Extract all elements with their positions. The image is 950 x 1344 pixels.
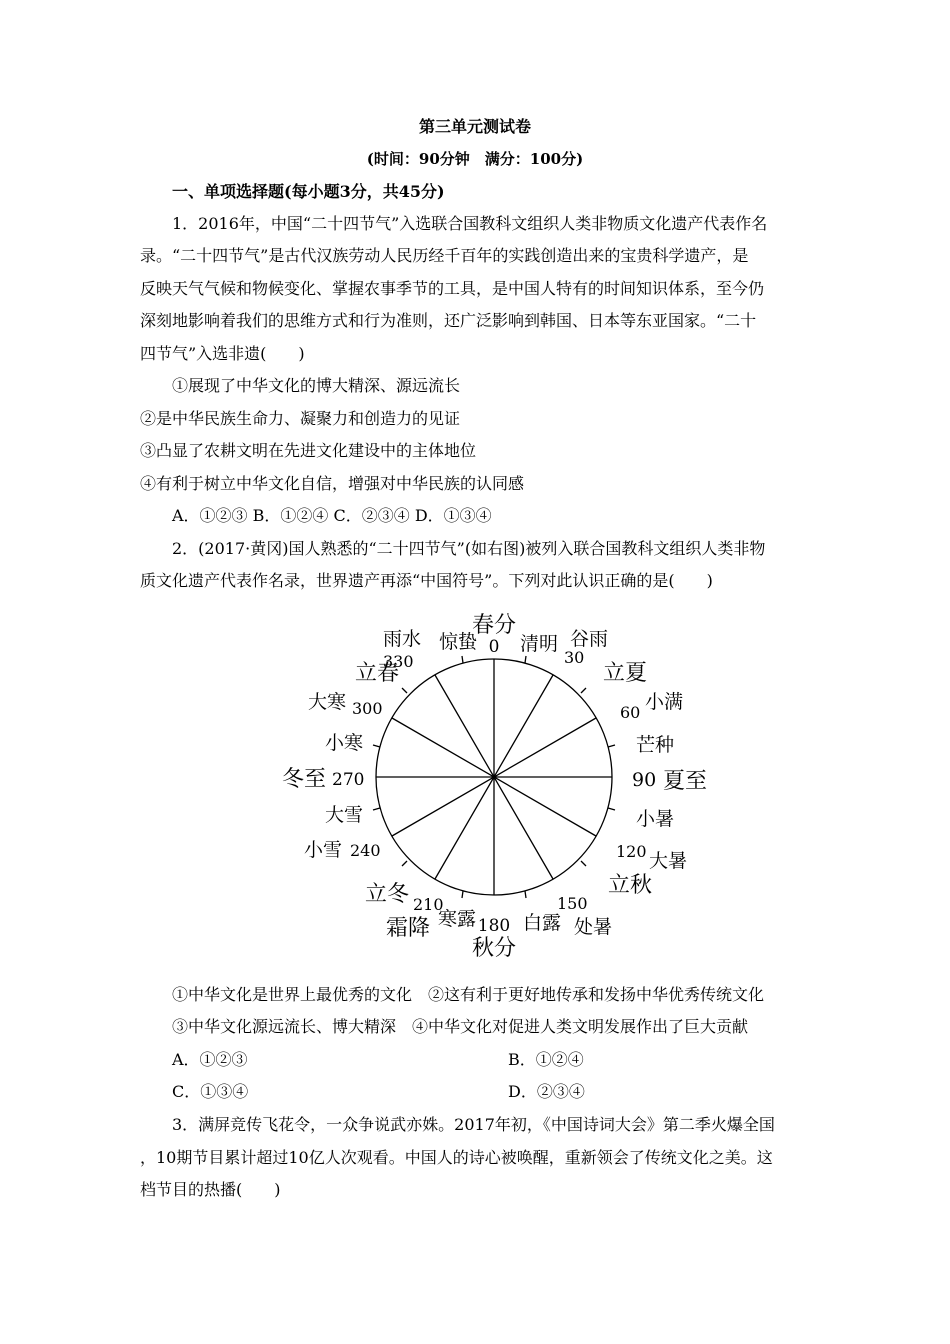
degree-240: 240 <box>350 841 381 860</box>
q2-line-1: 2．(2017·黄冈)国人熟悉的“二十四节气”(如右图)被列入联合国教科文组织人类非物 <box>172 539 766 558</box>
q2-item-1: ①中华文化是世界上最优秀的文化 ②这有利于更好地传承和发扬中华优秀传统文化 <box>172 985 765 1004</box>
page-title: 第三单元测试卷 <box>418 117 531 136</box>
degree-60: 60 <box>620 703 641 722</box>
degree-330: 330 <box>383 652 414 671</box>
q2-option-b: B．①②④ <box>508 1050 584 1069</box>
label-shuangjiang: 霜降 <box>386 916 431 941</box>
degree-210: 210 <box>413 895 444 914</box>
label-mangzhong: 芒种 <box>636 734 675 756</box>
q3-line-2: ，10期节目累计超过10亿人次观看。中国人的诗心被唤醒，重新领会了传统文化之美。这 <box>140 1148 773 1167</box>
q1-line-2: 录。“二十四节气”是古代汉族劳动人民历经千百年的实践创造出来的宝贵科学遗产，是 <box>140 246 749 265</box>
degree-90: 90 <box>632 769 657 791</box>
q1-line-3: 反映天气气候和物候变化、掌握农事季节的工具，是中国人特有的时间知识体系，至今仍 <box>140 279 765 298</box>
label-chushu: 处暑 <box>574 916 613 938</box>
label-bailu: 白露 <box>523 912 562 934</box>
q1-line-4: 深刻地影响着我们的思维方式和行为准则，还广泛影响到韩国、日本等东亚国家。“二十 <box>140 311 757 330</box>
label-qiufen: 秋分 <box>471 936 517 961</box>
label-liqiu: 立秋 <box>608 873 653 898</box>
degree-270: 270 <box>332 770 365 790</box>
q1-line-1: 1．2016年，中国“二十四节气”入选联合国教科文组织人类非物质文化遗产代表作名 <box>172 214 768 233</box>
q1-item-3: ③凸显了农耕文明在先进文化建设中的主体地位 <box>140 441 477 460</box>
q2-item-2: ③中华文化源远流长、博大精深 ④中华文化对促进人类文明发展作出了巨大贡献 <box>172 1017 749 1036</box>
label-lixia: 立夏 <box>603 661 648 686</box>
label-jingzhe: 惊蛰 <box>439 631 478 653</box>
label-xiaohan: 小寒 <box>325 732 364 754</box>
q3-line-3: 档节目的热播( ) <box>140 1180 281 1199</box>
label-xiazhi: 夏至 <box>663 769 708 794</box>
degree-150: 150 <box>557 894 588 913</box>
label-lidong: 立冬 <box>365 882 410 907</box>
label-daxue: 大雪 <box>325 804 364 826</box>
tick-liqiu <box>581 861 586 866</box>
q3-line-1: 3．满屏竞传飞花令，一众争说武亦姝。2017年初，《中国诗词大会》第二季火爆全国 <box>172 1115 775 1134</box>
q1-options: A．①②③ B．①②④ C．②③④ D．①③④ <box>172 506 492 525</box>
tick-lichun <box>402 688 407 693</box>
tick-lixia <box>581 688 586 693</box>
q2-option-a: A．①②③ <box>172 1050 248 1069</box>
degree-0: 0 <box>488 637 500 657</box>
degree-30: 30 <box>564 648 585 667</box>
label-xiaoshu: 小暑 <box>636 808 675 830</box>
q2-option-c: C．①③④ <box>172 1082 249 1101</box>
label-dashu: 大暑 <box>649 850 688 872</box>
q1-item-2: ②是中华民族生命力、凝聚力和创造力的见证 <box>140 409 461 428</box>
label-qingming: 清明 <box>520 633 559 655</box>
q1-item-1: ①展现了中华文化的博大精深、源远流长 <box>172 376 461 395</box>
tick-hanlu <box>462 891 463 898</box>
label-hanlu: 寒露 <box>438 908 477 930</box>
q2-option-d: D．②③④ <box>508 1082 585 1101</box>
tick-xiaohan <box>373 745 380 747</box>
label-guyu: 谷雨 <box>570 628 609 650</box>
q2-line-2: 质文化遗产代表作名录，世界遗产再添“中国符号”。下列对此认识正确的是( ) <box>140 571 713 590</box>
tick-daxue <box>373 808 380 810</box>
label-dongzhi: 冬至 <box>282 767 327 792</box>
tick-mangzhong <box>608 745 615 747</box>
degree-180: 180 <box>477 916 511 936</box>
tick-qingming <box>525 656 526 663</box>
label-yushui: 雨水 <box>383 628 422 650</box>
solar-terms-diagram <box>270 605 730 965</box>
q1-line-5: 四节气”入选非遗( ) <box>140 344 305 363</box>
tick-jingzhe <box>462 656 463 663</box>
degree-300: 300 <box>352 699 383 718</box>
label-xiaoxue: 小雪 <box>304 839 343 861</box>
tick-lidong <box>402 861 407 866</box>
section-heading: 一、单项选择题(每小题3分，共45分) <box>172 182 445 201</box>
label-xiaoman: 小满 <box>645 691 684 713</box>
degree-120: 120 <box>616 842 647 861</box>
label-lichun: 立春 <box>355 661 400 686</box>
q1-item-4: ④有利于树立中华文化自信，增强对中华民族的认同感 <box>140 474 525 493</box>
label-dahan: 大寒 <box>308 691 347 713</box>
tick-bailu <box>525 891 526 898</box>
tick-xiaoshu <box>608 808 615 810</box>
exam-time-score: (时间：90分钟 满分：100分) <box>366 150 584 168</box>
label-chunfen: 春分 <box>471 613 517 638</box>
